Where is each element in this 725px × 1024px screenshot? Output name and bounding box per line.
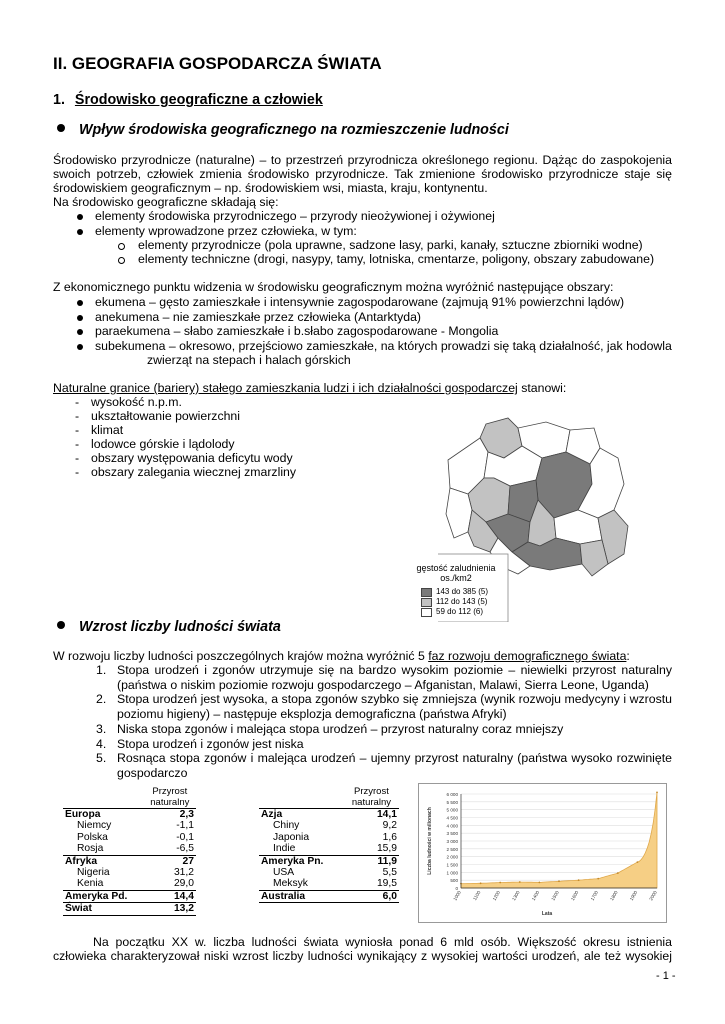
- legend-item: [421, 587, 509, 597]
- region-name: Australia: [259, 890, 344, 902]
- growth-value: 14,1: [344, 809, 399, 821]
- table-row: [63, 809, 196, 821]
- growth-value: 14,4: [144, 890, 196, 902]
- data-point: [637, 861, 639, 863]
- region-name: USA: [273, 867, 295, 879]
- underlined-text: faz rozwoju demograficznego świata: [428, 649, 627, 663]
- x-tick-label: 1900: [628, 890, 639, 902]
- data-point: [558, 880, 560, 882]
- table-row: [63, 890, 196, 902]
- data-point: [656, 792, 658, 794]
- list-subitem: elementy techniczne (drogi, nasypy, tamy, lotniska, cmentarze, poligony, obszary zabudowane): [138, 252, 655, 266]
- paragraph-line: człowieka charakteryzował niski wzrost liczby ludności wynikający z wysokiej wartości urodzeń, ale też wysokiej: [53, 949, 672, 963]
- list-item: ukształtowanie powierzchni: [91, 409, 241, 423]
- legend-title: gęstość zaludnienia: [416, 563, 496, 573]
- x-tick-label: 2000: [648, 890, 658, 902]
- phase-text: Stopa urodzeń i zgonów jest niska: [117, 736, 304, 751]
- y-tick-label: 0: [455, 886, 458, 891]
- region-name: Azja: [259, 809, 344, 821]
- y-tick-label: 2 500: [446, 846, 458, 852]
- paragraph-line: Na początku XX w. liczba ludności świata wyniosła ponad 6 mld osób. Większość okresu istnienia: [93, 935, 672, 949]
- dash-bullet: -: [75, 409, 80, 423]
- phase-text: Rosnąca stopa zgonów i malejąca urodzeń – ujemny przyrost naturalny (państwa wysoko rozwinięte: [117, 751, 672, 766]
- growth-value: -0,1: [176, 831, 194, 843]
- list-item: anekumena – nie zamieszkałe przez człowieka (Antarktyda): [95, 310, 422, 324]
- bullet-icon: [57, 621, 65, 629]
- region-name: Nigeria: [77, 867, 110, 879]
- region-name: Niemcy: [77, 820, 112, 832]
- growth-value: 1,6: [382, 831, 397, 843]
- paragraph-line: [53, 649, 630, 664]
- section-title: Środowisko geograficzne a człowiek: [74, 92, 323, 108]
- paragraph-line: [53, 381, 566, 396]
- text: W rozwoju liczby ludności poszczególnych krajów można wyróżnić 5: [53, 649, 429, 663]
- region-name: Afryka: [63, 855, 144, 867]
- bullet-icon: [77, 300, 83, 306]
- phase-text: Stopa urodzeń i zgonów utrzymuje się na bardzo wysokim poziomie – niewielki przyrost naturalny: [117, 663, 672, 677]
- table-row: [63, 843, 196, 855]
- data-point: [519, 881, 521, 883]
- growth-value: -6,5: [176, 843, 194, 855]
- x-tick-label: 1700: [589, 890, 600, 902]
- growth-value: 29,0: [173, 878, 194, 890]
- table-row: [63, 820, 196, 831]
- growth-value: 5,5: [382, 867, 397, 879]
- table-row: [259, 809, 399, 821]
- legend-swatch: [421, 588, 432, 597]
- list-item: ekumena – gęsto zamieszkałe i intensywnie zagospodarowane (zajmują 91% powierzchni lądów): [95, 295, 625, 309]
- x-tick-label: 1400: [530, 890, 541, 902]
- table-row: [63, 878, 196, 890]
- table-header: Przyrost: [354, 786, 389, 797]
- section-number: 1.: [53, 92, 65, 108]
- phase-number: 2.: [96, 692, 107, 707]
- bullet-icon: [77, 329, 83, 335]
- dash-bullet: -: [75, 437, 80, 451]
- table-row: [63, 903, 196, 915]
- table-row: [63, 832, 196, 843]
- y-tick-label: 2 000: [446, 854, 458, 860]
- page-number: - 1 -: [656, 970, 676, 982]
- phase-text: poziomu higieny) – następuje eksplozja demograficzna (państwa Afryki): [117, 707, 507, 722]
- phase-text: Stopa urodzeń jest wysoka, a stopa zgonów szybko się zmniejsza (wynik rozwoju medycyny i wzrostu: [117, 692, 672, 707]
- bullet-icon: [57, 124, 65, 132]
- y-tick-label: 500: [450, 878, 458, 884]
- data-point: [617, 872, 619, 874]
- legend-unit: os./km2: [440, 573, 472, 583]
- phase-number: 1.: [96, 663, 107, 677]
- table-row: [259, 843, 399, 855]
- region-name: Świat: [63, 903, 144, 915]
- y-tick-label: 4 000: [446, 823, 458, 829]
- region-name: Polska: [77, 831, 108, 843]
- table-row: [259, 832, 399, 843]
- population-chart: [418, 783, 667, 923]
- list-item: obszary zalegania wiecznej zmarzliny: [91, 465, 297, 479]
- y-axis-label: Liczba ludności w milionach: [427, 807, 433, 875]
- list-item: lodowce górskie i lądolody: [91, 437, 235, 451]
- region-name: Chiny: [273, 820, 300, 832]
- list-item: klimat: [91, 423, 124, 437]
- dash-bullet: -: [75, 423, 80, 437]
- y-tick-label: 5 000: [446, 807, 458, 813]
- y-tick-label: 5 500: [446, 799, 458, 805]
- map-legend: [403, 560, 509, 617]
- y-tick-label: 1 000: [446, 870, 458, 876]
- table-row: [259, 867, 399, 878]
- list-item: subekumena – okresowo, przejściowo zamieszkałe, na których prowadzi się taką działalność, jak hodowla: [95, 339, 672, 353]
- table-row: [259, 855, 399, 867]
- region-name: Kenia: [77, 878, 104, 890]
- subheading-2: [57, 620, 281, 635]
- legend-swatch: [421, 598, 432, 607]
- data-point: [578, 879, 580, 881]
- list-item: paraekumena – słabo zamieszkałe i b.słabo zagospodarowane - Mongolia: [95, 324, 499, 338]
- region-name: Indie: [273, 843, 296, 855]
- legend-label: 143 do 385 (5): [436, 587, 489, 596]
- list-item: elementy środowiska przyrodniczego – przyrody nieożywionej i ożywionej: [95, 209, 495, 223]
- table-row: [259, 878, 399, 890]
- data-point: [480, 882, 482, 884]
- subheading-2-text: Wzrost liczby ludności świata: [79, 619, 281, 635]
- paragraph-line: środowiskiem geograficznym – np. środowiskiem wsi, miasta, kraju, kontynentu.: [53, 181, 488, 195]
- y-tick-label: 1 500: [446, 862, 458, 868]
- growth-value: 15,9: [376, 843, 397, 855]
- page-title: II. GEOGRAFIA GOSPODARCZA ŚWIATA: [53, 54, 382, 73]
- table-row: [259, 820, 399, 831]
- bullet-icon: [77, 344, 83, 350]
- dash-bullet: -: [75, 395, 80, 409]
- y-tick-label: 6 000: [446, 792, 458, 797]
- dash-bullet: -: [75, 451, 80, 465]
- x-tick-label: 1600: [570, 890, 580, 902]
- subheading-1-text: Wpływ środowiska geograficznego na rozmieszczenie ludności: [79, 122, 509, 138]
- region-name: Meksyk: [273, 878, 308, 890]
- paragraph-line: Na środowisko geograficzne składają się:: [53, 195, 279, 209]
- growth-value: 11,9: [344, 855, 399, 867]
- population-area: [461, 792, 657, 888]
- circle-bullet-icon: [118, 243, 125, 250]
- y-tick-label: 3 000: [446, 839, 458, 844]
- growth-table-right: [259, 786, 399, 903]
- underlined-text: Naturalne granice (bariery) stałego zamieszkania ludzi i ich działalności gospodarczej: [53, 381, 518, 395]
- bullet-icon: [77, 229, 83, 235]
- growth-value: 19,5: [376, 878, 397, 890]
- data-point: [597, 878, 599, 880]
- list-item: obszary występowania deficytu wody: [91, 451, 293, 465]
- region-name: Rosja: [77, 843, 104, 855]
- bullet-icon: [77, 315, 83, 321]
- x-tick-label: 1100: [472, 890, 482, 902]
- circle-bullet-icon: [118, 257, 125, 264]
- legend-label: 112 do 143 (5): [436, 597, 488, 606]
- data-point: [539, 881, 541, 883]
- x-tick-label: 1500: [550, 890, 560, 902]
- growth-value: 27: [144, 855, 196, 867]
- legend-item: [421, 597, 509, 607]
- legend-item: [421, 607, 509, 617]
- phase-number: 3.: [96, 721, 107, 736]
- x-tick-label: 1200: [491, 890, 502, 902]
- paragraph-line: swoich potrzeb, człowiek zmienia środowisko przyrodnicze. Tak zmienione środowisko przyrodnicze staje się: [53, 167, 672, 181]
- section-heading: [53, 93, 323, 108]
- paragraph-line: Z ekonomicznego punktu widzenia w środowisku geograficznym można wyróżnić następujące obszary:: [53, 280, 614, 294]
- region-name: Japonia: [273, 831, 310, 843]
- subheading-1: [57, 123, 509, 138]
- paragraph-line: Środowisko przyrodnicze (naturalne) – to przestrzeń przyrodnicza określonego regionu. Dążąc do zaspokojenia: [53, 153, 672, 167]
- list-item: wysokość n.p.m.: [91, 395, 182, 409]
- phase-number: 4.: [96, 736, 107, 751]
- list-item: elementy wprowadzone przez człowieka, w tym:: [95, 224, 357, 238]
- bullet-icon: [77, 214, 83, 220]
- x-tick-label: 1800: [609, 890, 619, 902]
- x-tick-label: 1000: [452, 890, 462, 902]
- growth-value: 9,2: [382, 820, 397, 832]
- table-row: [259, 890, 399, 902]
- region-name: Ameryka Pd.: [63, 890, 144, 902]
- x-tick-label: 1300: [511, 890, 521, 902]
- phase-text: (państwa o niskim poziomie rozwoju gospodarczego – Afganistan, Malawi, Sierra Leone, Uganda): [117, 677, 649, 692]
- legend-swatch: [421, 608, 432, 617]
- text: stanowi:: [517, 381, 567, 395]
- table-row: [63, 855, 196, 867]
- table-row: [63, 867, 196, 878]
- table-header: naturalny: [344, 797, 399, 809]
- list-subitem: elementy przyrodnicze (pola uprawne, sadzone lasy, parki, kanały, sztuczne zbiorniki wodne): [138, 238, 643, 252]
- phase-text: Niska stopa zgonów i malejąca stopa urodzeń – przyrost naturalny coraz mniejszy: [117, 721, 564, 736]
- growth-value: 2,3: [144, 809, 196, 821]
- text: :: [626, 649, 630, 663]
- growth-value: -1,1: [176, 820, 194, 832]
- list-item-continuation: zwierząt na stepach i halach górskich: [147, 353, 351, 367]
- growth-value: 13,2: [144, 903, 196, 915]
- growth-table-left: [63, 786, 196, 916]
- legend-label: 59 do 112 (6): [436, 607, 483, 616]
- dash-bullet: -: [75, 465, 80, 479]
- growth-value: 31,2: [173, 867, 194, 879]
- x-axis-label: Lata: [541, 911, 553, 917]
- y-tick-label: 4 500: [446, 815, 458, 821]
- phase-number: 5.: [96, 751, 107, 766]
- table-header: naturalny: [144, 797, 196, 809]
- y-tick-label: 3 500: [446, 831, 458, 837]
- phase-text: gospodarczo: [117, 765, 188, 780]
- data-point: [499, 882, 501, 884]
- region-name: Europa: [63, 809, 144, 821]
- table-header: Przyrost: [152, 786, 188, 797]
- growth-value: 6,0: [344, 890, 399, 902]
- region-name: Ameryka Pn.: [259, 855, 344, 867]
